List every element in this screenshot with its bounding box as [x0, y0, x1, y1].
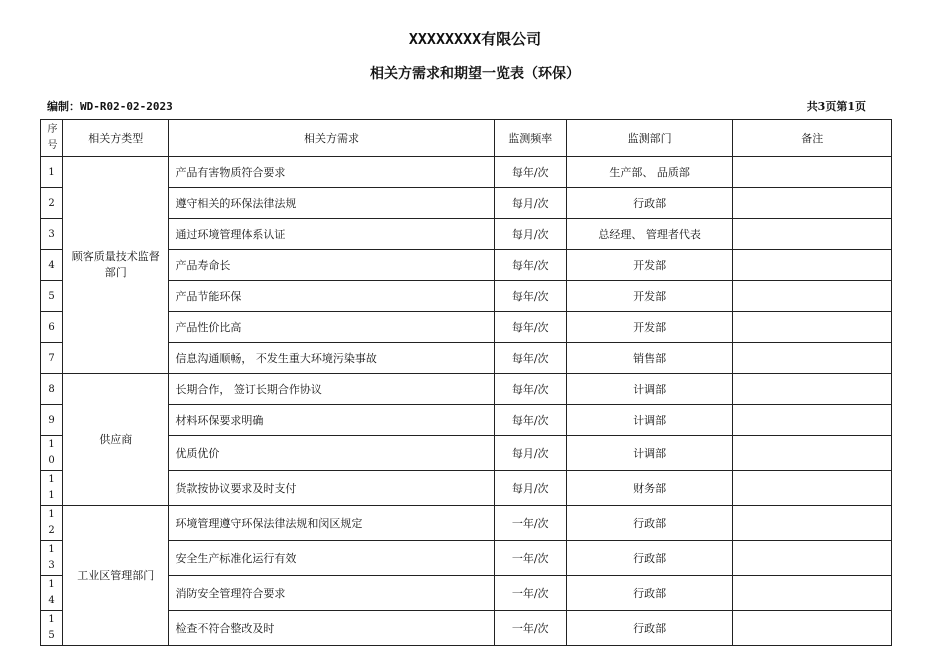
row-frequency: 每月/次 — [494, 471, 566, 506]
table-row — [41, 157, 892, 188]
column-header-department: 监测部门 — [566, 120, 733, 157]
row-seq: 8 — [41, 374, 63, 405]
table-row — [41, 188, 892, 219]
row-department: 计调部 — [566, 405, 733, 436]
row-requirement: 产品寿命长 — [169, 250, 494, 281]
document-code: 编制：WD-R02-02-2023 — [47, 100, 173, 113]
table-row — [41, 250, 892, 281]
row-requirement: 产品有害物质符合要求 — [169, 157, 494, 188]
table-row — [41, 576, 892, 611]
table-row — [41, 506, 892, 541]
row-department: 财务部 — [566, 471, 733, 506]
row-remark — [733, 374, 892, 405]
table-row — [41, 611, 892, 646]
table-row — [41, 343, 892, 374]
row-requirement: 材料环保要求明确 — [169, 405, 494, 436]
row-requirement: 货款按协议要求及时支付 — [169, 471, 494, 506]
row-frequency: 一年/次 — [494, 541, 566, 576]
row-remark — [733, 436, 892, 471]
row-frequency: 一年/次 — [494, 506, 566, 541]
row-remark — [733, 471, 892, 506]
stakeholder-requirements-table — [40, 119, 892, 646]
row-remark — [733, 312, 892, 343]
row-requirement: 长期合作， 签订长期合作协议 — [169, 374, 494, 405]
row-seq: 10 — [41, 436, 63, 471]
table-row — [41, 405, 892, 436]
table-row — [41, 312, 892, 343]
row-frequency: 每年/次 — [494, 250, 566, 281]
row-remark — [733, 541, 892, 576]
row-frequency: 每年/次 — [494, 281, 566, 312]
row-department: 销售部 — [566, 343, 733, 374]
row-seq: 3 — [41, 219, 63, 250]
row-department: 总经理、 管理者代表 — [566, 219, 733, 250]
row-remark — [733, 188, 892, 219]
group-label: 顾客质量技术监督部门 — [63, 157, 169, 374]
row-requirement: 环境管理遵守环保法律法规和闵区规定 — [169, 506, 494, 541]
row-seq: 6 — [41, 312, 63, 343]
table-row — [41, 436, 892, 471]
table-row — [41, 541, 892, 576]
group-label: 供应商 — [63, 374, 169, 506]
row-department: 行政部 — [566, 541, 733, 576]
row-requirement: 通过环境管理体系认证 — [169, 219, 494, 250]
row-requirement: 产品性价比高 — [169, 312, 494, 343]
row-department: 行政部 — [566, 188, 733, 219]
row-department: 开发部 — [566, 250, 733, 281]
row-seq: 4 — [41, 250, 63, 281]
row-requirement: 检查不符合整改及时 — [169, 611, 494, 646]
row-remark — [733, 611, 892, 646]
column-header-type: 相关方类型 — [63, 120, 169, 157]
row-department: 行政部 — [566, 576, 733, 611]
row-department: 计调部 — [566, 436, 733, 471]
row-remark — [733, 250, 892, 281]
row-frequency: 一年/次 — [494, 576, 566, 611]
row-seq: 1 — [41, 157, 63, 188]
row-remark — [733, 219, 892, 250]
row-frequency: 每年/次 — [494, 312, 566, 343]
row-seq: 12 — [41, 506, 63, 541]
row-remark — [733, 506, 892, 541]
row-department: 行政部 — [566, 506, 733, 541]
row-remark — [733, 157, 892, 188]
row-requirement: 遵守相关的环保法律法规 — [169, 188, 494, 219]
group-label: 工业区管理部门 — [63, 506, 169, 646]
row-requirement: 消防安全管理符合要求 — [169, 576, 494, 611]
document-title: 相关方需求和期望一览表（环保） — [370, 66, 580, 82]
row-seq: 7 — [41, 343, 63, 374]
row-frequency: 每月/次 — [494, 436, 566, 471]
column-header-requirement: 相关方需求 — [169, 120, 494, 157]
row-department: 开发部 — [566, 312, 733, 343]
table-row — [41, 374, 892, 405]
column-header-remark: 备注 — [733, 120, 892, 157]
row-requirement: 产品节能环保 — [169, 281, 494, 312]
column-header-frequency: 监测频率 — [494, 120, 566, 157]
column-header-seq: 序号 — [41, 120, 63, 157]
row-remark — [733, 576, 892, 611]
table-header-row — [41, 120, 892, 157]
row-seq: 13 — [41, 541, 63, 576]
row-frequency: 每年/次 — [494, 405, 566, 436]
row-frequency: 每月/次 — [494, 188, 566, 219]
row-requirement: 优质优价 — [169, 436, 494, 471]
row-remark — [733, 281, 892, 312]
row-frequency: 每月/次 — [494, 219, 566, 250]
row-seq: 2 — [41, 188, 63, 219]
table-row — [41, 281, 892, 312]
row-requirement: 信息沟通顺畅， 不发生重大环境污染事故 — [169, 343, 494, 374]
company-name: XXXXXXXX有限公司 — [408, 30, 542, 48]
row-department: 开发部 — [566, 281, 733, 312]
row-frequency: 每年/次 — [494, 343, 566, 374]
row-frequency: 每年/次 — [494, 157, 566, 188]
row-frequency: 每年/次 — [494, 374, 566, 405]
row-department: 生产部、 品质部 — [566, 157, 733, 188]
row-frequency: 一年/次 — [494, 611, 566, 646]
row-seq: 15 — [41, 611, 63, 646]
row-remark — [733, 405, 892, 436]
row-seq: 9 — [41, 405, 63, 436]
row-department: 行政部 — [566, 611, 733, 646]
row-seq: 5 — [41, 281, 63, 312]
row-remark — [733, 343, 892, 374]
row-seq: 14 — [41, 576, 63, 611]
row-seq: 11 — [41, 471, 63, 506]
page-indicator: 共3页第1页 — [806, 100, 866, 113]
table-row — [41, 219, 892, 250]
row-department: 计调部 — [566, 374, 733, 405]
row-requirement: 安全生产标准化运行有效 — [169, 541, 494, 576]
table-row — [41, 471, 892, 506]
